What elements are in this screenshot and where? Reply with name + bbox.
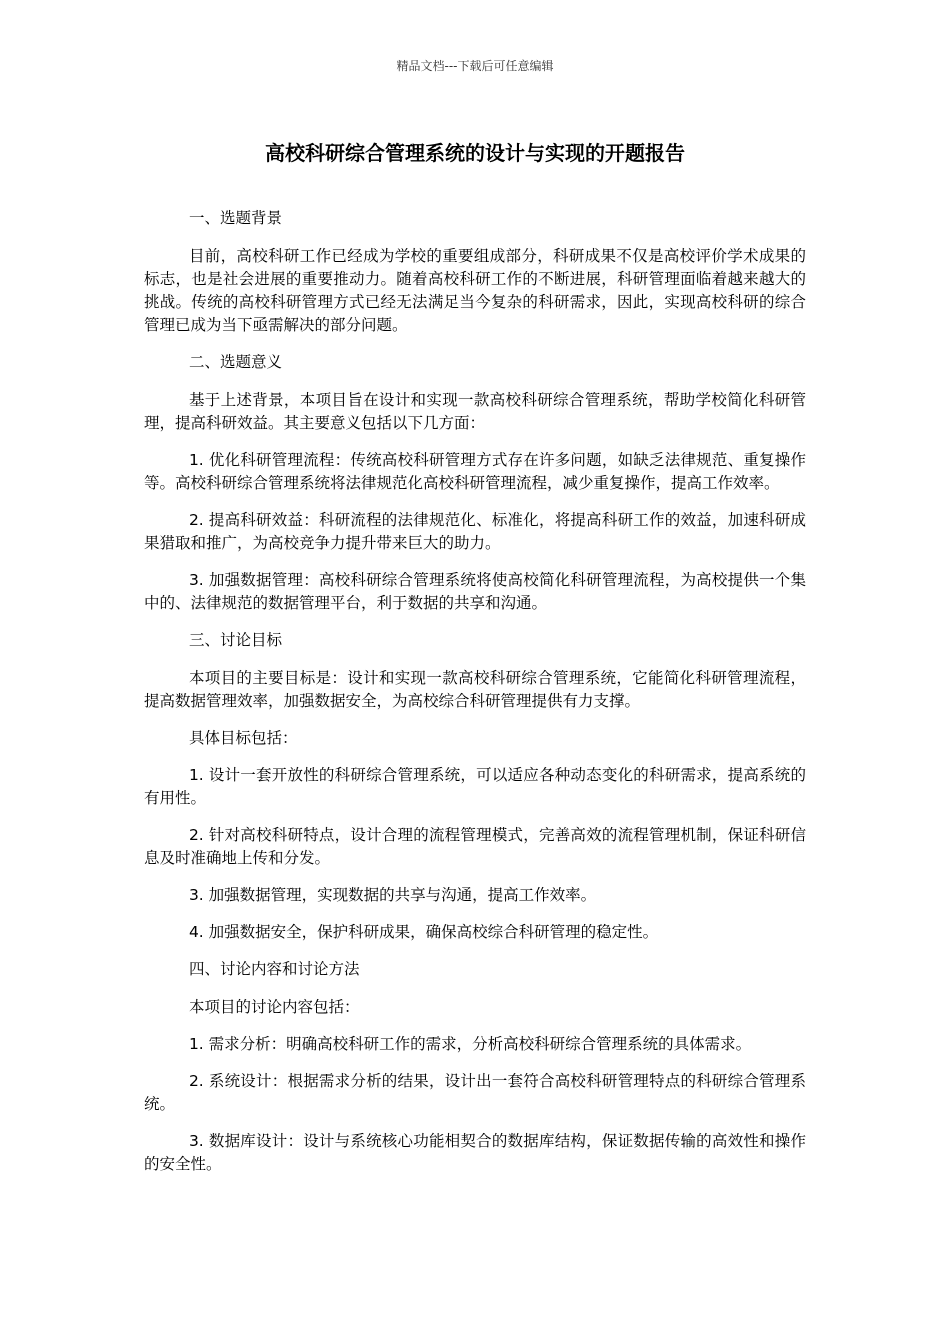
document-body [144,207,806,1190]
list-item-significance-1: 1. 优化科研管理流程：传统高校科研管理方式存在许多问题，如缺乏法律规范、重复操作等。高校科研综合管理系统将法律规范化高校科研管理流程，减少重复操作，提高工作效率。 [144,451,806,492]
list-item-goal-4: 4. 加强数据安全，保护科研成果，确保高校综合科研管理的稳定性。 [188,923,659,941]
list-item-significance-2: 2. 提高科研效益：科研流程的法律规范化、标准化，将提高科研工作的效益，加速科研成果猎取和推广，为高校竞争力提升带来巨大的助力。 [144,511,806,552]
paragraph-background: 目前，高校科研工作已经成为学校的重要组成部分，科研成果不仅是高校评价学术成果的标志，也是社会进展的重要推动力。随着高校科研工作的不断进展，科研管理面临着越来越大的挑战。传统的高校科研管理方式已经无法满足当今复杂的科研需求，因此，实现高校科研的综合管理已成为当下亟需解决的部分问题。 [144,247,806,334]
list-item-goal-1: 1. 设计一套开放性的科研综合管理系统，可以适应各种动态变化的科研需求，提高系统的有用性。 [144,766,806,807]
paragraph-main-goal: 本项目的主要目标是：设计和实现一款高校科研综合管理系统，它能简化科研管理流程，提高数据管理效率，加强数据安全，为高校综合科研管理提供有力支撑。 [144,669,806,710]
section-heading-significance: 二、选题意义 [188,353,282,371]
list-item-content-1: 1. 需求分析：明确高校科研工作的需求，分析高校科研综合管理系统的具体需求。 [188,1035,752,1053]
paragraph-significance-intro: 基于上述背景，本项目旨在设计和实现一款高校科研综合管理系统，帮助学校简化科研管理，提高科研效益。其主要意义包括以下几方面： [144,391,806,432]
section-heading-content-methods: 四、讨论内容和讨论方法 [188,960,360,978]
header-note: 精品文档---下载后可任意编辑 [396,59,554,73]
list-item-goal-3: 3. 加强数据管理，实现数据的共享与沟通，提高工作效率。 [188,886,597,904]
paragraph-content-intro: 本项目的讨论内容包括： [188,998,360,1016]
document-title: 高校科研综合管理系统的设计与实现的开题报告 [265,141,685,165]
paragraph-specific-goals-intro: 具体目标包括： [188,729,298,747]
list-item-content-3: 3. 数据库设计：设计与系统核心功能相契合的数据库结构，保证数据传输的高效性和操作的安全性。 [144,1132,806,1173]
list-item-significance-3: 3. 加强数据管理：高校科研综合管理系统将使高校简化科研管理流程，为高校提供一个集中的、法律规范的数据管理平台，利于数据的共享和沟通。 [144,571,806,612]
section-heading-goals: 三、讨论目标 [188,631,282,649]
list-item-goal-2: 2. 针对高校科研特点，设计合理的流程管理模式，完善高效的流程管理机制，保证科研信息及时准确地上传和分发。 [144,826,806,867]
section-heading-background: 一、选题背景 [188,209,282,227]
list-item-content-2: 2. 系统设计：根据需求分析的结果，设计出一套符合高校科研管理特点的科研综合管理系统。 [144,1072,806,1113]
